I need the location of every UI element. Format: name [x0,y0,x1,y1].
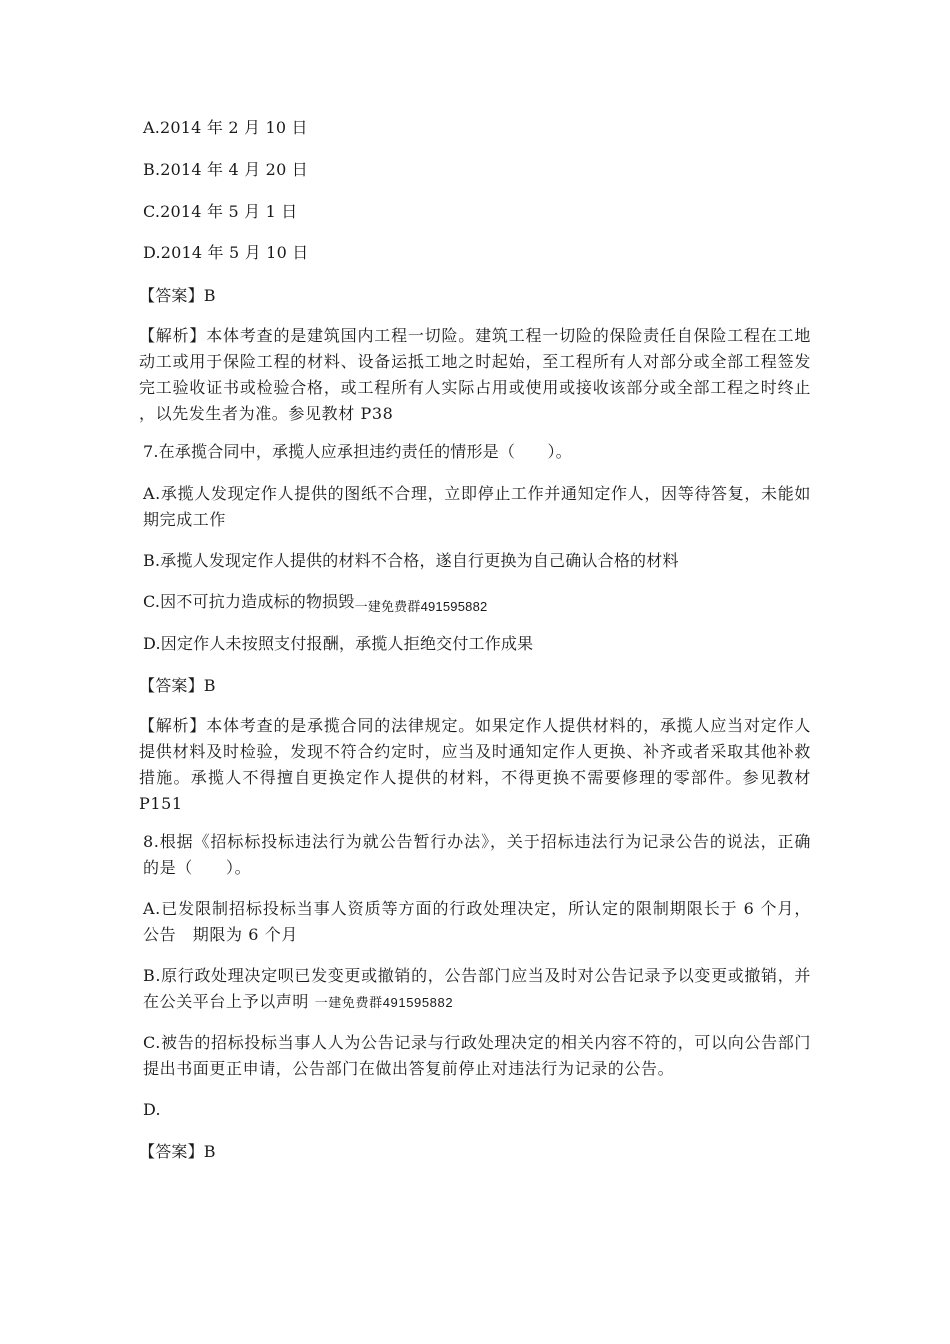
q6-analysis: 【解析】本体考查的是建筑国内工程一切险。建筑工程一切险的保险责任自保险工程在工地动工或用于保险工程的材料、设备运抵工地之时起始，至工程所有人对部分或全部工程签发完工验收证书或检验合格，或工程所有人实际占用或使用或接收该部分或全部工程之时终止 ，以先发生者为准。参见教材 P38 [139,326,811,423]
q6-option-c: C.2014 年 5 月 1 日 [143,202,298,221]
q6-option-b: B.2014 年 4 月 20 日 [143,160,308,179]
q6-answer: 【答案】B [139,286,216,305]
q7-option-d: D.因定作人未按照支付报酬，承揽人拒绝交付工作成果 [143,634,534,653]
q8-option-b-text: B.原行政处理决定呗已发变更或撤销的，公告部门应当及时对公告记录予以变更或撤销，并在公关平台上予以声明 [143,966,811,1011]
q7-option-c [143,590,487,615]
q7-option-c-text: C.因不可抗力造成标的物损毁 [143,592,355,611]
q6-option-a: A.2014 年 2 月 10 日 [143,118,308,137]
q7-analysis: 【解析】本体考查的是承揽合同的法律规定。如果定作人提供材料的，承揽人应当对定作人提供材料及时检验，发现不符合约定时，应当及时通知定作人更换、补齐或者采取其他补救措施。承揽人不得擅自更换定作人提供的材料，不得更换不需要修理的零部件。参见教材 P151 [139,716,811,813]
q7-option-a: A.承揽人发现定作人提供的图纸不合理，立即停止工作并通知定作人，因等待答复，未能如期完成工作 [143,484,811,529]
q7-option-b: B.承揽人发现定作人提供的材料不合格，遂自行更换为自己确认合格的材料 [143,551,679,570]
q8-option-c: C.被告的招标投标当事人人为公告记录与行政处理决定的相关内容不符的，可以向公告部门提出书面更正申请，公告部门在做出答复前停止对违法行为记录的公告。 [143,1033,811,1078]
q8-answer: 【答案】B [139,1142,216,1161]
q8-option-b-note: 一建免费群491595882 [314,995,454,1010]
q8-option-b [143,963,811,1016]
q7-answer: 【答案】B [139,676,216,695]
q7-option-c-note: 一建免费群491595882 [354,599,488,614]
q6-option-d: D.2014 年 5 月 10 日 [143,243,309,262]
q8-option-a: A.已发限制招标投标当事人资质等方面的行政处理决定，所认定的限制期限长于 6 个月，公告 期限为 6 个月 [143,899,811,944]
q8-question: 8.根据《招标标投标违法行为就公告暂行办法》，关于招标违法行为记录公告的说法，正确的是（ ）。 [143,832,811,877]
q7-question: 7.在承揽合同中，承揽人应承担违约责任的情形是（ ）。 [143,442,572,461]
q8-option-d: D. [143,1100,161,1119]
